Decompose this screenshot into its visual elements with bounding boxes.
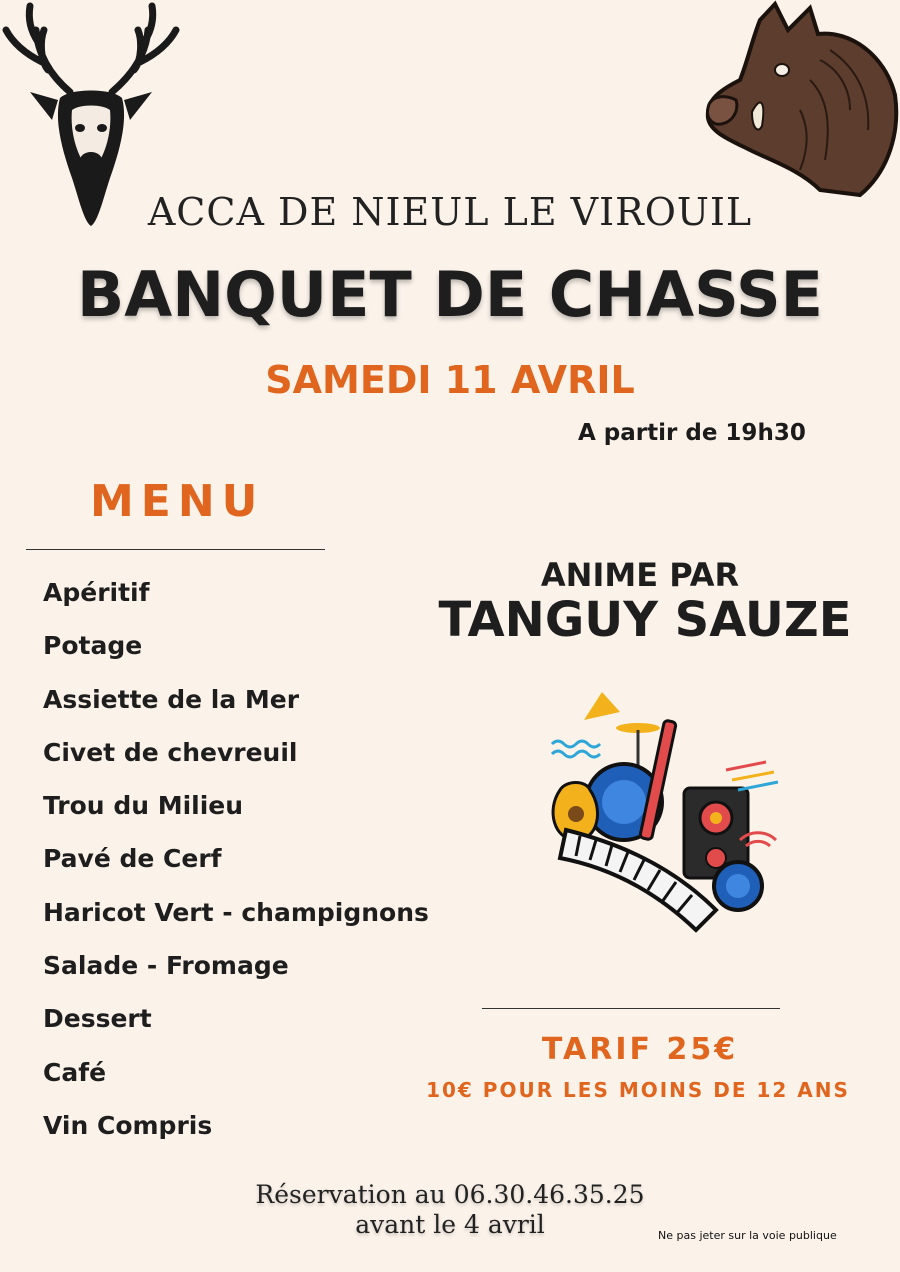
performer-name: TANGUY SAUZE	[438, 592, 852, 648]
menu-item: Assiette de la Mer	[43, 684, 300, 714]
menu-item: Civet de chevreuil	[43, 737, 298, 767]
menu-item: Pavé de Cerf	[43, 844, 222, 874]
boar-head-icon	[700, 0, 900, 200]
pricing-divider	[482, 1008, 780, 1009]
menu-list	[43, 578, 429, 1164]
event-date: SAMEDI 11 AVRIL	[265, 358, 635, 402]
menu-item: Trou du Milieu	[43, 791, 244, 821]
menu-item: Vin Compris	[43, 1110, 213, 1140]
menu-divider	[26, 549, 325, 550]
music-instruments-icon	[546, 690, 786, 940]
price-children: 10€ POUR LES MOINS DE 12 ANS	[426, 1078, 850, 1102]
reservation-phone: Réservation au 06.30.46.35.25	[255, 1180, 645, 1209]
animation-label: ANIME PAR	[540, 556, 740, 594]
menu-item: Salade - Fromage	[43, 951, 289, 981]
menu-item: Potage	[43, 631, 143, 661]
price-adult: TARIF 25€	[541, 1032, 739, 1067]
reservation-deadline: avant le 4 avril	[355, 1210, 545, 1239]
menu-item: Apéritif	[43, 578, 150, 607]
menu-heading: MENU	[90, 476, 265, 527]
organization-name: ACCA DE NIEUL LE VIROUIL	[147, 190, 753, 234]
menu-item: Dessert	[43, 1004, 152, 1034]
disposal-notice: Ne pas jeter sur la voie publique	[658, 1229, 837, 1242]
event-time: A partir de 19h30	[578, 420, 806, 446]
menu-item: Café	[43, 1057, 107, 1087]
menu-item: Haricot Vert - champignons	[43, 897, 429, 927]
event-title: BANQUET DE CHASSE	[76, 258, 824, 331]
